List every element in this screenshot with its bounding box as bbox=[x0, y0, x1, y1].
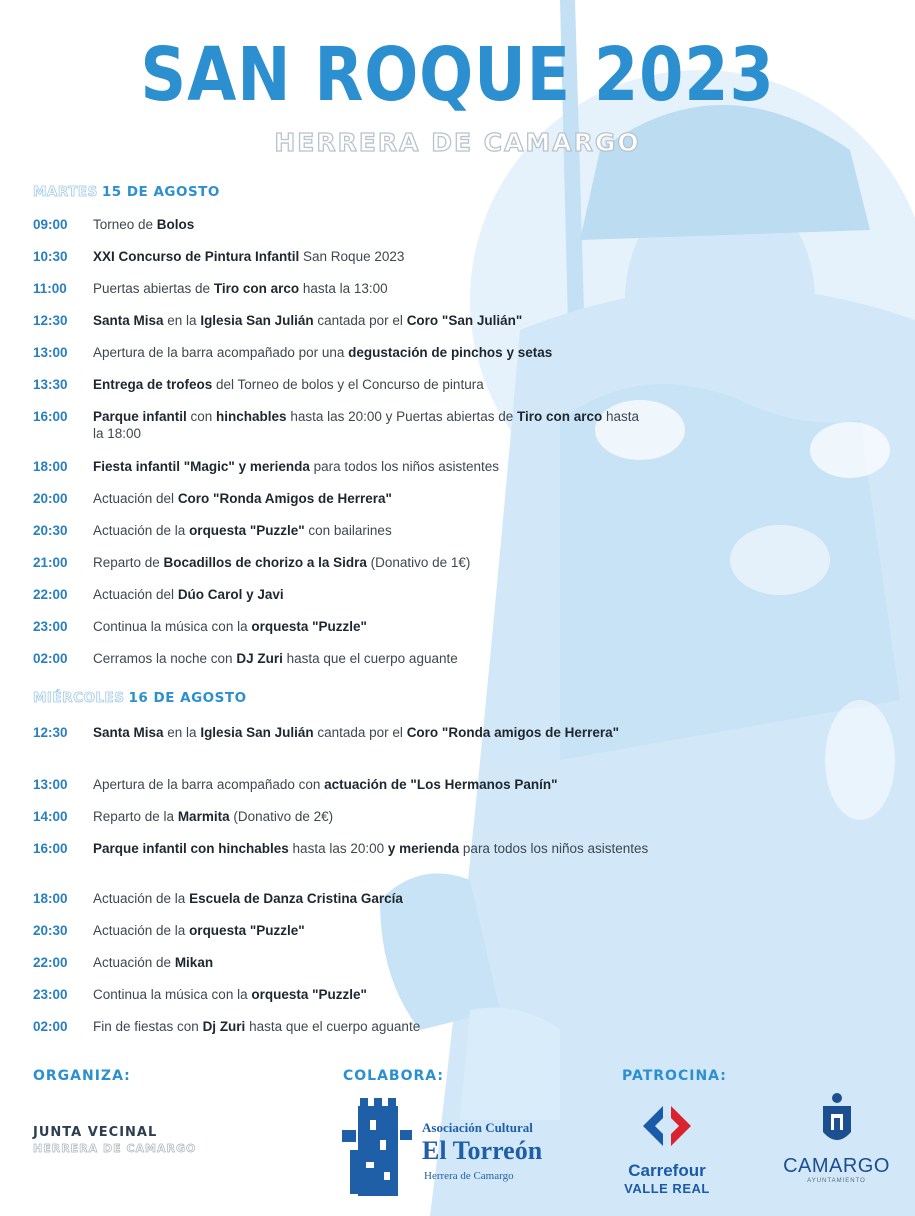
event-text: Puertas abiertas de bbox=[93, 281, 214, 296]
event-text: Apertura de la barra acompañado por una bbox=[93, 345, 349, 360]
event-text: cantada por el bbox=[313, 313, 407, 328]
event-time: 21:00 bbox=[33, 555, 68, 570]
schedule-row bbox=[33, 922, 653, 939]
coat-of-arms-icon bbox=[815, 1092, 859, 1150]
colabora-label: COLABORA: bbox=[343, 1068, 444, 1084]
event-time: 18:00 bbox=[33, 891, 68, 906]
event-text: hasta la 13:00 bbox=[299, 281, 388, 296]
schedule-row bbox=[33, 344, 653, 361]
event-time: 20:00 bbox=[33, 491, 68, 506]
carrefour-subname: VALLE REAL bbox=[624, 1181, 710, 1196]
event-text: con bbox=[186, 409, 217, 424]
schedule-row bbox=[33, 650, 653, 667]
event-time: 02:00 bbox=[33, 651, 68, 666]
schedule-row bbox=[33, 554, 653, 571]
event-text: Escuela de Danza Cristina García bbox=[189, 891, 403, 906]
event-text: del Torneo de bolos y el Concurso de pintura bbox=[212, 377, 484, 392]
day-name: MARTES bbox=[33, 184, 98, 200]
event-text: Santa Misa bbox=[93, 313, 164, 328]
event-text: Reparto de bbox=[93, 555, 164, 570]
event-text: Dj Zuri bbox=[202, 1019, 246, 1034]
event-text: orquesta "Puzzle" bbox=[251, 987, 367, 1002]
day-date: 15 DE AGOSTO bbox=[101, 184, 220, 200]
event-description bbox=[93, 776, 653, 793]
torreon-line1: Asociación Cultural bbox=[422, 1120, 533, 1135]
event-text: con bailarines bbox=[304, 523, 392, 538]
event-description bbox=[93, 458, 653, 475]
event-description bbox=[93, 344, 653, 361]
event-text: Continua la música con la bbox=[93, 987, 252, 1002]
event-text: orquesta "Puzzle" bbox=[189, 523, 305, 538]
event-text: Actuación de la bbox=[93, 523, 190, 538]
schedule-row bbox=[33, 280, 653, 297]
event-text: Actuación del bbox=[93, 587, 178, 602]
event-time: 20:30 bbox=[33, 923, 68, 938]
event-time: 12:30 bbox=[33, 725, 68, 740]
event-text: Santa Misa bbox=[93, 725, 164, 740]
event-text: Mikan bbox=[174, 955, 214, 970]
el-torreon-logo bbox=[340, 1090, 560, 1200]
event-time: 14:00 bbox=[33, 809, 68, 824]
event-text: y merienda bbox=[387, 841, 460, 856]
carrefour-logo bbox=[612, 1100, 722, 1196]
tower-icon bbox=[340, 1090, 420, 1200]
event-time: 02:00 bbox=[33, 1019, 68, 1034]
torreon-line3: Herrera de Camargo bbox=[424, 1170, 514, 1182]
schedule-row bbox=[33, 840, 653, 857]
carrefour-icon bbox=[637, 1100, 697, 1152]
event-text: hasta que el cuerpo aguante bbox=[282, 651, 458, 666]
schedule-row bbox=[33, 216, 653, 233]
event-description bbox=[93, 490, 653, 507]
event-text: Continua la música con la bbox=[93, 619, 252, 634]
junta-vecinal-place: HERRERA DE CAMARGO bbox=[33, 1142, 197, 1155]
event-text: para todos los niños asistentes bbox=[459, 841, 649, 856]
event-description bbox=[93, 954, 653, 971]
event-text: Torneo de bbox=[93, 217, 157, 232]
event-description bbox=[93, 724, 653, 741]
schedule-row bbox=[33, 458, 653, 475]
event-description bbox=[93, 216, 653, 233]
day-header-2 bbox=[33, 690, 247, 706]
event-time: 22:00 bbox=[33, 955, 68, 970]
event-text: Fiesta infantil "Magic" y merienda bbox=[93, 459, 310, 474]
event-text: Coro "San Julián" bbox=[406, 313, 523, 328]
event-text: Dúo Carol y Javi bbox=[177, 587, 284, 602]
event-text: Fin de fiestas con bbox=[93, 1019, 203, 1034]
day-name: MIÉRCOLES bbox=[33, 690, 125, 706]
event-text: Parque infantil bbox=[93, 409, 187, 424]
event-description bbox=[93, 1018, 653, 1035]
event-description bbox=[93, 808, 653, 825]
event-text: Actuación del bbox=[93, 491, 178, 506]
schedule-row bbox=[33, 408, 653, 442]
event-time: 09:00 bbox=[33, 217, 68, 232]
event-text: Parque infantil con hinchables bbox=[93, 841, 289, 856]
event-time: 16:00 bbox=[33, 409, 68, 424]
schedule-row bbox=[33, 954, 653, 971]
event-text: (Donativo de 2€) bbox=[229, 809, 334, 824]
schedule-row bbox=[33, 1018, 653, 1035]
event-time: 13:00 bbox=[33, 345, 68, 360]
event-description bbox=[93, 312, 653, 329]
schedule-row bbox=[33, 522, 653, 539]
patrocina-label: PATROCINA: bbox=[622, 1068, 727, 1084]
event-description bbox=[93, 922, 653, 939]
event-text: Coro "Ronda Amigos de Herrera" bbox=[177, 491, 392, 506]
event-text: en la bbox=[163, 725, 201, 740]
day-header-1 bbox=[33, 184, 220, 200]
event-time: 20:30 bbox=[33, 523, 68, 538]
event-text: en la bbox=[163, 313, 201, 328]
torreon-line2: El Torreón bbox=[422, 1136, 543, 1165]
event-time: 10:30 bbox=[33, 249, 68, 264]
page-title: SAN ROQUE 2023 bbox=[140, 32, 775, 118]
event-description bbox=[93, 522, 653, 539]
event-description bbox=[93, 586, 653, 603]
schedule-row bbox=[33, 986, 653, 1003]
event-time: 12:30 bbox=[33, 313, 68, 328]
event-text: Bocadillos de chorizo a la Sidra bbox=[163, 555, 367, 570]
event-description bbox=[93, 650, 653, 667]
event-text: Cerramos la noche con bbox=[93, 651, 237, 666]
event-description bbox=[93, 840, 653, 857]
event-text: hinchables bbox=[216, 409, 287, 424]
event-text: Bolos bbox=[156, 217, 195, 232]
schedule-row bbox=[33, 776, 653, 793]
event-text: para todos los niños asistentes bbox=[309, 459, 499, 474]
event-text: Tiro con arco bbox=[213, 281, 300, 296]
organiza-label: ORGANIZA: bbox=[33, 1068, 131, 1084]
event-description bbox=[93, 554, 653, 571]
event-text: Actuación de la bbox=[93, 891, 190, 906]
event-time: 16:00 bbox=[33, 841, 68, 856]
event-text: degustación de pinchos y setas bbox=[348, 345, 553, 360]
event-description bbox=[93, 280, 653, 297]
event-text: Actuación de bbox=[93, 955, 175, 970]
carrefour-name: Carrefour bbox=[628, 1161, 706, 1180]
camargo-subname: AYUNTAMIENTO bbox=[807, 1178, 866, 1184]
event-text: Reparto de la bbox=[93, 809, 178, 824]
event-text: hasta las 20:00 y Puertas abiertas de bbox=[286, 409, 517, 424]
schedule-row bbox=[33, 312, 653, 329]
schedule-row bbox=[33, 808, 653, 825]
event-description bbox=[93, 890, 653, 907]
schedule-row bbox=[33, 586, 653, 603]
event-time: 23:00 bbox=[33, 619, 68, 634]
schedule-row bbox=[33, 376, 653, 393]
event-text: DJ Zuri bbox=[236, 651, 283, 666]
schedule-row bbox=[33, 724, 653, 741]
event-description bbox=[93, 618, 653, 635]
page-subtitle: HERRERA DE CAMARGO bbox=[274, 128, 641, 157]
schedule-row bbox=[33, 490, 653, 507]
event-text: hasta las 20:00 bbox=[288, 841, 388, 856]
event-text: Tiro con arco bbox=[516, 409, 603, 424]
schedule-row bbox=[33, 248, 653, 265]
event-time: 13:30 bbox=[33, 377, 68, 392]
event-text: actuación de "Los Hermanos Panín" bbox=[324, 777, 558, 792]
event-text: San Roque 2023 bbox=[299, 249, 405, 264]
event-text: hasta que el cuerpo aguante bbox=[245, 1019, 421, 1034]
event-text: cantada por el bbox=[313, 725, 407, 740]
event-text: orquesta "Puzzle" bbox=[251, 619, 367, 634]
event-time: 23:00 bbox=[33, 987, 68, 1002]
junta-vecinal-name: JUNTA VECINAL bbox=[33, 1125, 158, 1140]
event-description bbox=[93, 376, 653, 393]
event-text: Iglesia San Julián bbox=[200, 725, 314, 740]
event-text: Apertura de la barra acompañado con bbox=[93, 777, 325, 792]
schedule-row bbox=[33, 618, 653, 635]
event-time: 13:00 bbox=[33, 777, 68, 792]
event-text: Iglesia San Julián bbox=[200, 313, 314, 328]
event-text: Actuación de la bbox=[93, 923, 190, 938]
camargo-name: CAMARGO bbox=[783, 1155, 890, 1177]
event-text: XXI Concurso de Pintura Infantil bbox=[93, 249, 300, 264]
event-text: orquesta "Puzzle" bbox=[189, 923, 305, 938]
camargo-logo bbox=[774, 1092, 899, 1184]
event-text: hasta la 18:00 bbox=[93, 409, 640, 441]
event-text: (Donativo de 1€) bbox=[366, 555, 471, 570]
event-time: 18:00 bbox=[33, 459, 68, 474]
event-description bbox=[93, 248, 653, 265]
event-description bbox=[93, 408, 653, 442]
event-description bbox=[93, 986, 653, 1003]
event-text: Coro "Ronda amigos de Herrera" bbox=[406, 725, 620, 740]
day-date: 16 DE AGOSTO bbox=[128, 690, 247, 706]
schedule-row bbox=[33, 890, 653, 907]
event-time: 22:00 bbox=[33, 587, 68, 602]
event-time: 11:00 bbox=[33, 281, 67, 296]
event-text: Entrega de trofeos bbox=[93, 377, 213, 392]
event-text: Marmita bbox=[177, 809, 230, 824]
